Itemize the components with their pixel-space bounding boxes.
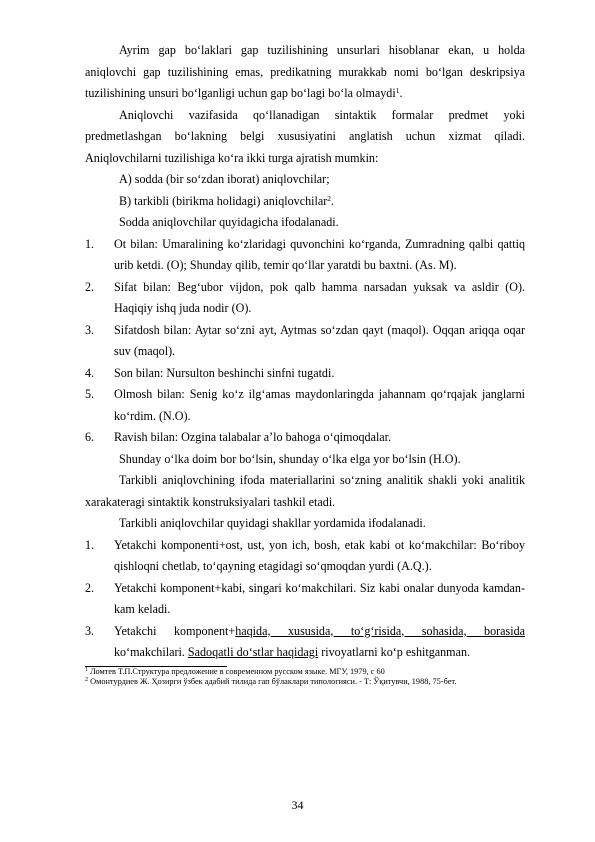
footnote-2 xyxy=(85,677,525,688)
list-item xyxy=(85,578,525,621)
page-number: 34 xyxy=(291,798,304,812)
list-text: Olmosh bilan: Senig ko‘z ilg‘amas maydonlaringda jahannam qo‘rqajak janglarni ko‘rdim. (N.O). xyxy=(114,387,525,423)
punct: . xyxy=(399,86,403,100)
punct: . xyxy=(330,193,335,208)
list-number: 1. xyxy=(85,236,95,251)
list-text-part: Yetakchi komponent+ xyxy=(114,623,236,638)
list-text: Sifatdosh bilan: Aytar so‘zni ayt, Aytmas so‘zdan qayt (maqol). Oqqan ariqqa oqar suv (maqol). xyxy=(114,322,525,358)
list-item xyxy=(85,234,525,277)
paragraph-definition: Aniqlovchi vazifasida qo‘llanadigan sintaktik formalar predmet yoki predmetlashgan bo‘lakning belgi xususiyatini anglatish uchun xizmat qiladi. Aniqlovchilarni tuzilishiga ko‘ra ikki turga ajratish mumkin: xyxy=(85,107,525,165)
list-text: Ot bilan: Umaralining ko‘zlaridagi quvonchini ko‘rganda, Zumradning qalbi qattiq urib ketdi. (O); Shunday qilib, temir qo‘llar yaratdi bu baxtni. (As. M). xyxy=(114,236,525,272)
footnote-number: 1 xyxy=(85,666,88,673)
footnote-ref-1[interactable]: 1 xyxy=(395,86,400,95)
list-text: Sifat bilan: Beg‘ubor vijdon, pok qalb hamma narsadan yuksak va asldir (O). Haqiqiy ishq juda nodir (O). xyxy=(114,279,525,315)
compound-list xyxy=(85,535,525,664)
list-number: 3. xyxy=(85,623,95,638)
simple-list xyxy=(85,234,525,449)
footnote-1 xyxy=(85,667,525,678)
list-number: 6. xyxy=(85,430,95,444)
list-text: Ravish bilan: Ozgina talabalar a’lo bahoga o‘qimoqdalar. xyxy=(114,430,392,444)
type-a: A) sodda (bir so‘zdan iborat) aniqlovchilar; xyxy=(119,172,330,186)
footnote-ref-2[interactable]: 2 xyxy=(327,193,331,203)
list-item xyxy=(85,535,525,578)
document-body xyxy=(85,40,525,688)
list-text-part: ko‘makchilari. xyxy=(114,645,188,659)
type-b xyxy=(119,191,525,213)
underlined-postpositions: haqida, xususida, to‘g‘risida, sohasida, borasida xyxy=(235,623,526,638)
underlined-example: Sadoqatli do‘stlar haqidagi xyxy=(187,645,319,659)
list-number: 1. xyxy=(85,537,95,552)
type-b-text: B) tarkibli (birikma holidagi) aniqlovchilar xyxy=(119,193,328,208)
list-item xyxy=(85,384,525,427)
simple-intro: Sodda aniqlovchilar quyidagicha ifodalanadi. xyxy=(119,215,339,229)
list-item xyxy=(85,621,525,664)
list-number: 3. xyxy=(85,322,95,337)
list-number: 4. xyxy=(85,365,95,380)
footnote-text: Ломтев Т.П.Структура предложение в современном русском языке. МГУ, 1979, с 60 xyxy=(88,666,385,676)
list-text: Yetakchi komponent+kabi, singari ko‘makchilari. Siz kabi onalar dunyoda kamdan-kam keladi. xyxy=(114,580,525,616)
list-item xyxy=(85,277,525,320)
paragraph-intro-text: Ayrim gap bo‘laklari gap tuzilishining unsurlari hisoblanar ekan, u holda aniqlovchi gap tuzilishining emas, predikatning murakkab nomi bo‘lgan deskripsiya tuzilishining unsuri bo‘lganligi uchun gap bo‘lagi bo‘la olmaydi xyxy=(85,43,525,100)
list-item xyxy=(85,427,525,449)
list-text-part: rivoyatlarni ko‘p eshitganman. xyxy=(318,645,471,659)
paragraph-intro xyxy=(85,40,525,105)
list-text xyxy=(114,621,525,664)
list-text: Son bilan: Nursulton beshinchi sinfni tugatdi. xyxy=(114,365,335,380)
list-number: 2. xyxy=(85,279,95,294)
footnote-text: Омонтурдиев Ж. Ҳозирги ўзбек адабий тилида гап бўлаклари типологияси. - Т: Ўқитувчи, 1988, 75-бет. xyxy=(88,677,457,686)
footnote-number: 2 xyxy=(85,677,88,683)
example-line: Shunday o‘lka doim bor bo‘lsin, shunday o‘lka elga yor bo‘lsin (H.O). xyxy=(119,451,461,466)
list-number: 2. xyxy=(85,580,95,595)
compound-intro: Tarkibli aniqlovchilar quyidagi shakllar yordamida ifodalanadi. xyxy=(119,516,426,530)
list-number: 5. xyxy=(85,387,95,401)
list-item xyxy=(85,320,525,363)
list-text: Yetakchi komponenti+ost, ust, yon ich, bosh, etak kabi ot ko‘makchilar: Bo‘riboy qishloqni chetlab, to‘qayning etagidagi so‘qmoqdan yurdi (A.Q.). xyxy=(114,537,525,573)
paragraph-compound: Tarkibli aniqlovchining ifoda materiallarini so‘zning analitik shakli yoki analitik xarakateragi sintaktik konstruksiyalari tashkil etadi. xyxy=(85,473,525,509)
list-item xyxy=(85,363,525,385)
